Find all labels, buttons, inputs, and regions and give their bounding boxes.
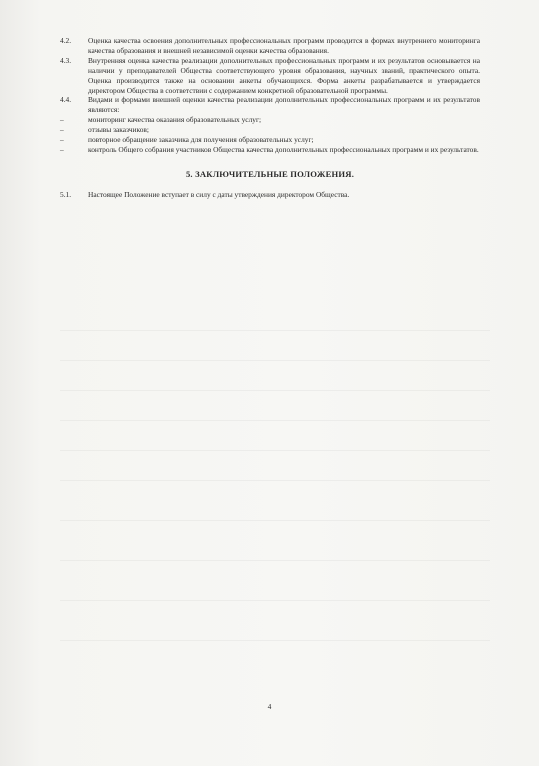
- clause-number: 4.4.: [60, 95, 72, 105]
- clause-text: Оценка качества освоения дополнительных профессиональных программ проводится в формах внутреннего мониторинга качества образования и внешней независимой оценки качества образования.: [88, 36, 480, 55]
- bullet-marker: –: [60, 115, 64, 125]
- clause-4-3: [60, 56, 480, 96]
- clause-text: Внутренняя оценка качества реализации дополнительных профессиональных программ и их результатов основывается на наличии у преподавателей Общества соответствующего уровня образования, научных званий, практического опыта. Оценка производится также на основании анкеты обучающихся. Форма анкеты разрабатывается и утверждается директором Общества в соответствии с содержанием конкретной образовательной программы.: [88, 55, 480, 95]
- show-through-line: [60, 640, 490, 641]
- bullet-marker: –: [60, 125, 64, 135]
- bullet-text: отзывы заказчиков;: [88, 125, 149, 135]
- clause-number: 5.1.: [60, 189, 72, 199]
- show-through-line: [60, 360, 490, 361]
- document-body: [60, 36, 480, 200]
- list-item: [60, 145, 480, 155]
- clause-number: 4.2.: [60, 36, 72, 45]
- show-through-line: [60, 480, 490, 481]
- clause-4-2: [60, 36, 480, 56]
- list-item: [60, 115, 480, 125]
- clause-text: Настоящее Положение вступает в силу с даты утверждения директором Общества.: [88, 189, 350, 199]
- bullet-text: контроль Общего собрания участников Общества качества дополнительных профессиональных программ и их результатов.: [88, 144, 479, 154]
- clause-4-4: [60, 95, 480, 115]
- show-through-line: [60, 600, 490, 601]
- show-through-line: [60, 560, 490, 561]
- clause-number: 4.3.: [60, 55, 72, 65]
- clause-text: Видами и формами внешней оценки качества реализации дополнительных профессиональных программ и их результатов являются:: [88, 95, 480, 115]
- bullet-text: повторное обращение заказчика для получения образовательных услуг;: [88, 135, 314, 145]
- show-through-line: [60, 450, 490, 451]
- bullet-marker: –: [60, 135, 64, 145]
- show-through-line: [60, 390, 490, 391]
- page-number: 4: [267, 702, 272, 711]
- list-item: [60, 135, 480, 145]
- list-item: [60, 125, 480, 135]
- show-through-line: [60, 330, 490, 331]
- bullet-marker: –: [60, 144, 64, 154]
- show-through-line: [60, 520, 490, 521]
- bullet-text: мониторинг качества оказания образовательных услуг;: [88, 115, 262, 125]
- bullet-list: [60, 115, 480, 155]
- show-through-line: [60, 420, 490, 421]
- clause-5-1: [60, 190, 480, 200]
- section-heading: 5. ЗАКЛЮЧИТЕЛЬНЫЕ ПОЛОЖЕНИЯ.: [185, 168, 355, 179]
